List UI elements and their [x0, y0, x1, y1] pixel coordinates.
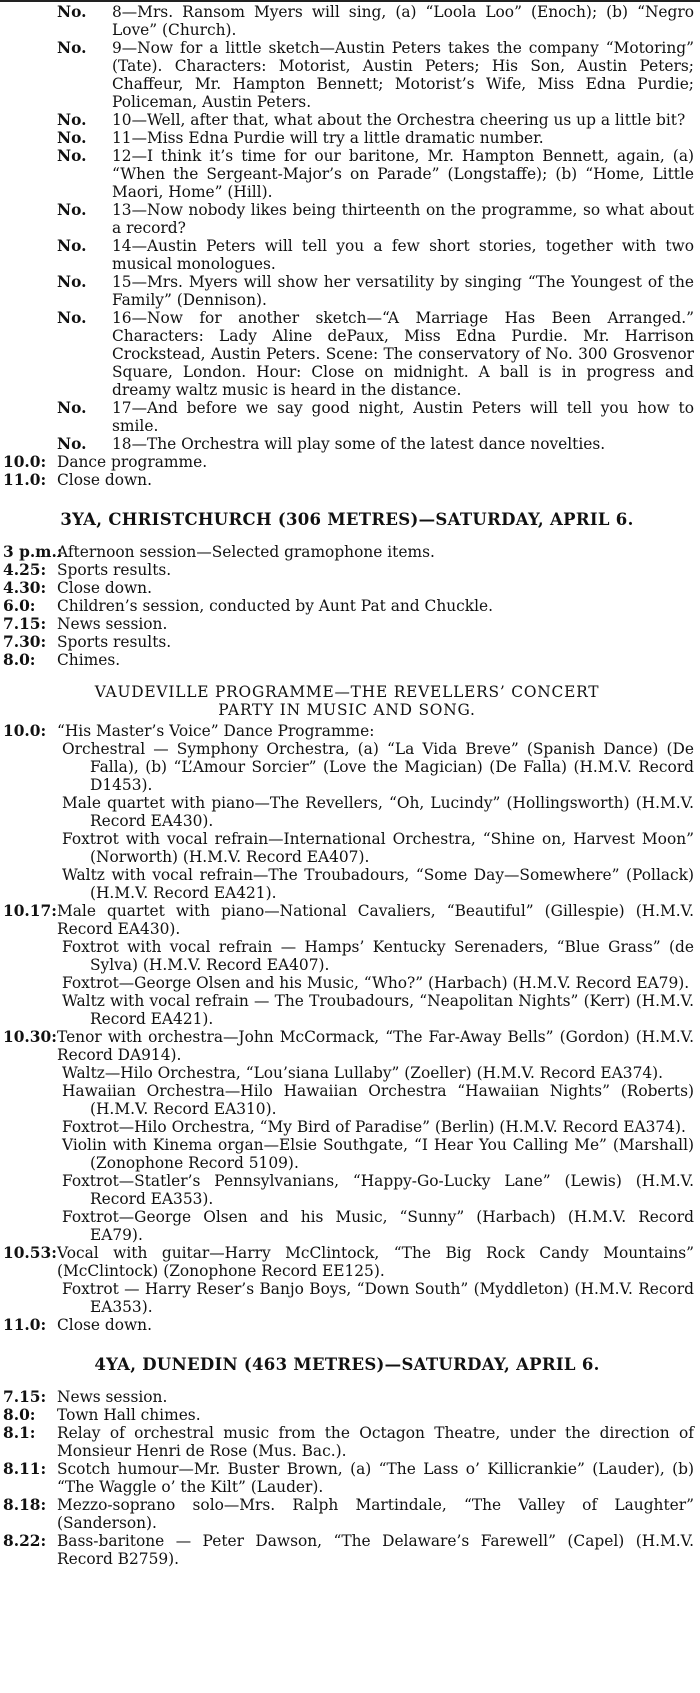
subheading-line: PARTY IN MUSIC AND SONG. [218, 701, 476, 719]
schedule-row [0, 1532, 694, 1568]
item-text: 8—Mrs. Ransom Myers will sing, (a) “Loola Loo” (Enoch); (b) “Negro Love” (Church). [112, 3, 694, 39]
row-text: Male quartet with piano—National Cavaliers, “Beautiful” (Gillespie) (H.M.V. Record EA430). [57, 902, 694, 938]
record-entry: Foxtrot—George Olsen and his Music, “Who?” (Harbach) (H.M.V. Record EA79). [62, 974, 690, 992]
list-item [0, 111, 694, 129]
time-label: 11.0: [3, 1316, 47, 1334]
list-item [0, 129, 694, 147]
row-text: Bass-baritone — Peter Dawson, “The Delaware’s Farewell” (Capel) (H.M.V. Record B2759). [57, 1532, 694, 1568]
item-number: No. [57, 273, 87, 291]
row-text: News session. [57, 615, 168, 633]
row-text: Mezzo-soprano solo—Mrs. Ralph Martindale, “The Valley of Laughter” (Sanderson). [57, 1496, 694, 1532]
record-entry: Foxtrot—Statler’s Pennsylvanians, “Happy-Go-Lucky Lane” (Lewis) (H.M.V. Record EA353). [62, 1172, 694, 1208]
time-label: 4.25: [3, 561, 47, 579]
row-text: Sports results. [57, 561, 172, 579]
schedule-4ya [0, 1388, 694, 1568]
record-entry: Hawaiian Orchestra—Hilo Hawaiian Orchestra “Hawaiian Nights” (Roberts) (H.M.V. Record EA310). [62, 1082, 694, 1118]
time-label: 10.0: [3, 722, 47, 740]
row-text: Scotch humour—Mr. Buster Brown, (a) “The Lass o’ Killicrankie” (Lauder), (b) “The Waggle o’ the Kilt” (Lauder). [57, 1460, 694, 1496]
time-label: 8.1: [3, 1424, 36, 1442]
evening-items [0, 3, 694, 453]
schedule-row [0, 722, 694, 740]
item-number: No. [57, 129, 87, 147]
item-text: 16—Now for another sketch—“A Marriage Has Been Arranged.” Characters: Lady Aline dePaux, Miss Edna Purdie. Mr. Harrison Crockstead, Austin Peters. Scene: The conservatory of No. 300 Grosvenor Square, London. Hour: Close on midnight. A ball is in progress and dreamy waltz music is heard in the distance. [112, 309, 694, 399]
time-label: 4.30: [3, 579, 47, 597]
subheading-line: VAUDEVILLE PROGRAMME—THE REVELLERS’ CONCERT [94, 683, 600, 701]
record-entry: Foxtrot with vocal refrain—International Orchestra, “Shine on, Harvest Moon” (Norworth) (H.M.V. Record EA407). [62, 830, 694, 866]
list-item [0, 399, 694, 435]
row-text: Chimes. [57, 651, 121, 669]
time-label: 7.30: [3, 633, 47, 651]
schedule-row [0, 453, 694, 471]
item-text: 18—The Orchestra will play some of the latest dance novelties. [112, 435, 606, 453]
time-label: 7.15: [3, 1388, 47, 1406]
item-number: No. [57, 111, 87, 129]
row-text: “His Master’s Voice” Dance Programme: [57, 722, 375, 740]
vaudeville-subheading [0, 683, 694, 719]
row-text: Children’s session, conducted by Aunt Pat and Chuckle. [57, 597, 494, 615]
row-text: Afternoon session—Selected gramophone items. [57, 543, 435, 561]
top-rule [0, 0, 700, 2]
record-entry: Foxtrot—George Olsen and his Music, “Sunny” (Harbach) (H.M.V. Record EA79). [62, 1208, 694, 1244]
item-number: No. [57, 435, 87, 453]
time-label: 10.17: [3, 902, 57, 920]
item-text: 13—Now nobody likes being thirteenth on the programme, so what about a record? [112, 201, 694, 237]
record-entry: Waltz with vocal refrain — The Troubadours, “Neapolitan Nights” (Kerr) (H.M.V. Record EA421). [62, 992, 694, 1028]
schedule-row [0, 1496, 694, 1532]
time-label: 10.0: [3, 453, 47, 471]
item-number: No. [57, 201, 87, 219]
item-number: No. [57, 399, 87, 417]
vaudeville-items [0, 722, 694, 1334]
item-number: No. [57, 309, 87, 327]
time-label: 8.11: [3, 1460, 47, 1478]
programme-page [0, 3, 694, 1568]
schedule-3ya [0, 543, 694, 669]
time-label: 8.0: [3, 651, 36, 669]
item-text: 10—Well, after that, what about the Orchestra cheering us up a little bit? [112, 111, 686, 129]
list-item [0, 273, 694, 309]
schedule-row [0, 902, 694, 938]
list-item [0, 147, 694, 201]
row-text: Relay of orchestral music from the Octagon Theatre, under the direction of Monsieur Henri de Rose (Mus. Bac.). [57, 1424, 694, 1460]
schedule-row [0, 597, 694, 615]
item-text: 12—I think it’s time for our baritone, Mr. Hampton Bennett, again, (a) “When the Sergeant-Major’s on Parade” (Longstaffe); (b) “Home, Little Maori, Home” (Hill). [112, 147, 694, 201]
time-label: 3 p.m.: [3, 543, 63, 561]
time-label: 8.22: [3, 1532, 47, 1550]
time-label: 6.0: [3, 597, 36, 615]
schedule-row [0, 561, 694, 579]
schedule-row [0, 1028, 694, 1064]
record-entry: Male quartet with piano—The Revellers, “Oh, Lucindy” (Hollingsworth) (H.M.V. Record EA430). [62, 794, 694, 830]
schedule-row [0, 651, 694, 669]
item-number: No. [57, 237, 87, 255]
list-item [0, 201, 694, 237]
time-label: 7.15: [3, 615, 47, 633]
row-text: Close down. [57, 1316, 152, 1334]
item-text: 9—Now for a little sketch—Austin Peters takes the company “Motoring” (Tate). Characters: Motorist, Austin Peters; His Son, Austin Peters; Chaffeur, Mr. Hampton Bennett; Motorist’s Wife, Miss Edna Purdie; Policeman, Austin Peters. [112, 39, 694, 111]
schedule-row [0, 1406, 694, 1424]
record-entry: Violin with Kinema organ—Elsie Southgate, “I Hear You Calling Me” (Marshall) (Zonophone Record 5109). [62, 1136, 694, 1172]
row-text: Town Hall chimes. [57, 1406, 201, 1424]
list-item [0, 237, 694, 273]
schedule-row [0, 1388, 694, 1406]
record-entry: Foxtrot with vocal refrain — Hamps’ Kentucky Serenaders, “Blue Grass” (de Sylva) (H.M.V. Record EA407). [62, 938, 694, 974]
item-text: 15—Mrs. Myers will show her versatility by singing “The Youngest of the Family” (Dennison). [112, 273, 694, 309]
list-item [0, 3, 694, 39]
list-item [0, 309, 694, 399]
row-text: Close down. [57, 471, 152, 489]
record-entry: Orchestral — Symphony Orchestra, (a) “La Vida Breve” (Spanish Dance) (De Falla), (b) “L’Amour Sorcier” (Love the Magician) (De Falla) (H.M.V. Record D1453). [62, 740, 694, 794]
schedule-row [0, 471, 694, 489]
row-text: Dance programme. [57, 453, 208, 471]
record-entry: Waltz with vocal refrain—The Troubadours, “Some Day—Somewhere” (Pollack) (H.M.V. Record EA421). [62, 866, 694, 902]
schedule-row [0, 633, 694, 651]
item-text: 17—And before we say good night, Austin Peters will tell you how to smile. [112, 399, 694, 435]
item-number: No. [57, 39, 87, 57]
list-item [0, 39, 694, 111]
section-heading-3ya: 3YA, CHRISTCHURCH (306 METRES)—SATURDAY, APRIL 6. [60, 510, 634, 529]
row-text: Close down. [57, 579, 152, 597]
time-label: 11.0: [3, 471, 47, 489]
schedule-row [0, 1244, 694, 1280]
schedule-row [0, 1316, 694, 1334]
record-entry: Foxtrot—Hilo Orchestra, “My Bird of Paradise” (Berlin) (H.M.V. Record EA374). [62, 1118, 686, 1136]
item-text: 14—Austin Peters will tell you a few short stories, together with two musical monologues. [112, 237, 694, 273]
list-item [0, 435, 694, 453]
schedule-row [0, 1424, 694, 1460]
row-text: News session. [57, 1388, 168, 1406]
item-number: No. [57, 3, 87, 21]
record-entry: Waltz—Hilo Orchestra, “Lou’siana Lullaby” (Zoeller) (H.M.V. Record EA374). [62, 1064, 664, 1082]
schedule-row [0, 615, 694, 633]
time-label: 8.0: [3, 1406, 36, 1424]
schedule-row [0, 543, 694, 561]
time-label: 8.18: [3, 1496, 47, 1514]
item-text: 11—Miss Edna Purdie will try a little dramatic number. [112, 129, 544, 147]
section-heading-4ya: 4YA, DUNEDIN (463 METRES)—SATURDAY, APRIL 6. [94, 1355, 600, 1374]
row-text: Tenor with orchestra—John McCormack, “The Far-Away Bells” (Gordon) (H.M.V. Record DA914). [57, 1028, 694, 1064]
time-label: 10.30: [3, 1028, 57, 1046]
row-text: Vocal with guitar—Harry McClintock, “The Big Rock Candy Mountains” (McClintock) (Zonophone Record EE125). [57, 1244, 694, 1280]
schedule-row [0, 579, 694, 597]
item-number: No. [57, 147, 87, 165]
schedule-row [0, 1460, 694, 1496]
time-label: 10.53: [3, 1244, 57, 1262]
row-text: Sports results. [57, 633, 172, 651]
record-entry: Foxtrot — Harry Reser’s Banjo Boys, “Down South” (Myddleton) (H.M.V. Record EA353). [62, 1280, 694, 1316]
